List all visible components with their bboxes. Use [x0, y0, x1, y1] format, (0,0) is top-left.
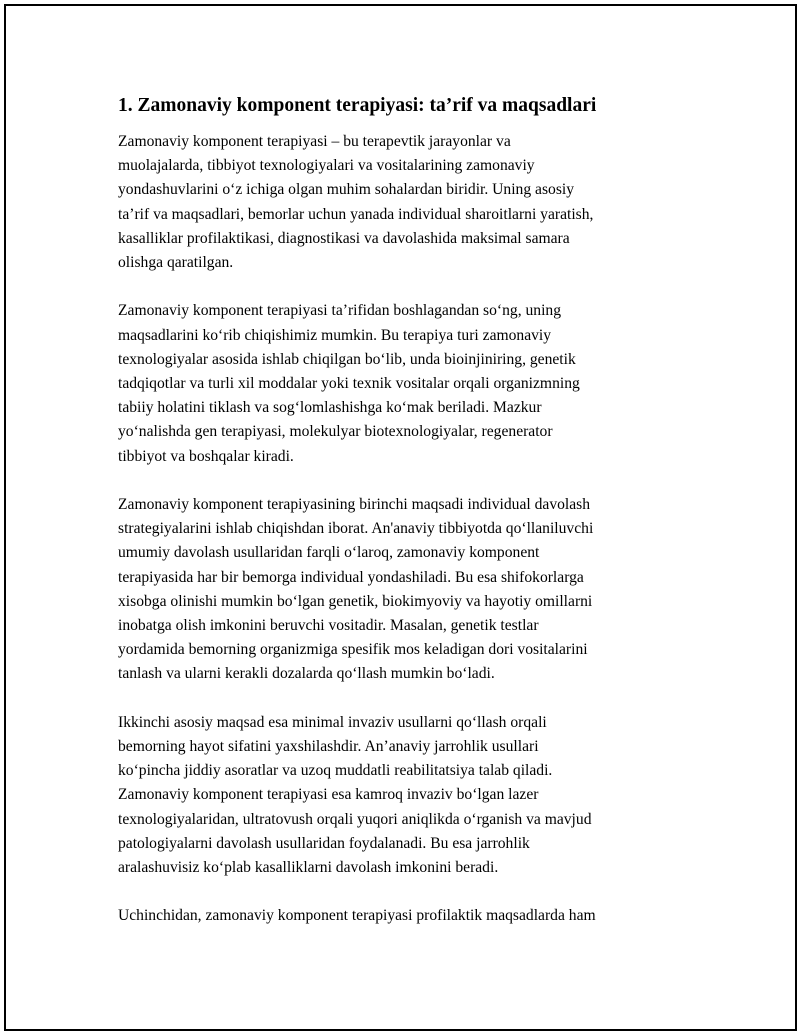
text-line: inobatga olish imkonini beruvchi vositadir. Masalan, genetik testlar	[118, 617, 539, 635]
text-line: bemorning hayot sifatini yaxshilashdir. An’anaviy jarrohlik usullari	[118, 738, 539, 756]
text-line: Zamonaviy komponent terapiyasi – bu terapevtik jarayonlar va	[118, 133, 511, 150]
text-line: xisobga olinishi mumkin boʻlgan genetik, biokimyoviy va hayotiy omillarni	[118, 592, 593, 610]
text-line: Zamonaviy komponent terapiyasi esa kamroq invaziv boʻlgan lazer	[118, 786, 539, 804]
paragraph-definition	[118, 130, 684, 275]
text-line: yoʻnalishda gen terapiyasi, molekulyar biotexnologiyalar, regenerator	[118, 423, 553, 441]
text-line: aralashuvisiz koʻplab kasalliklarni davolash imkonini beradi.	[118, 859, 499, 877]
text-line: kasalliklar profilaktikasi, diagnostikasi va davolashida maksimal samara	[118, 229, 570, 247]
text-line: texnologiyalar asosida ishlab chiqilgan boʻlib, unda bioinjiniring, genetik	[118, 350, 576, 368]
text-line: strategiyalarini ishlab chiqishdan iborat. An'anaviy tibbiyotda qoʻllaniluvchi	[118, 520, 594, 538]
text-line: ta’rif va maqsadlari, bemorlar uchun yanada individual sharoitlarni yaratish,	[118, 205, 594, 223]
text-line: Zamonaviy komponent terapiyasi ta’rifidan boshlagandan soʻng, uning	[118, 302, 562, 320]
text-line: texnologiyalaridan, ultratovush orqali yuqori aniqlikda oʻrganish va mavjud	[118, 810, 592, 828]
paragraph-overview	[118, 299, 684, 468]
text-line: koʻpincha jiddiy asoratlar va uzoq muddatli reabilitatsiya talab qiladi.	[118, 762, 553, 780]
text-line: olishga qaratilgan.	[118, 254, 234, 272]
text-line: patologiyalarni davolash usullaridan foydalanadi. Bu esa jarrohlik	[118, 834, 530, 852]
text-line: umumiy davolash usullaridan farqli oʻlaroq, zamonaviy komponent	[118, 544, 540, 562]
text-line: tadqiqotlar va turli xil moddalar yoki texnik vositalar orqali organizmning	[118, 375, 580, 393]
paragraph-first-goal	[118, 493, 684, 687]
document-body	[118, 94, 684, 953]
text-line: Ikkinchi asosiy maqsad esa minimal invaziv usullarni qoʻllash orqali	[118, 713, 547, 731]
text-line: tanlash va ularni kerakli dozalarda qoʻllash mumkin boʻladi.	[118, 665, 495, 683]
paragraph-second-goal	[118, 711, 684, 880]
paragraph-third-goal	[118, 904, 684, 928]
text-line: muolajalarda, tibbiyot texnologiyalari va vositalarining zamonaviy	[118, 157, 535, 175]
text-line: terapiyasida har bir bemorga individual yondashiladi. Bu esa shifokorlarga	[118, 568, 584, 586]
text-line: tabiiy holatini tiklash va sogʻlomlashishga koʻmak beriladi. Mazkur	[118, 399, 542, 417]
text-line: Uchinchidan, zamonaviy komponent terapiyasi profilaktik maqsadlarda ham	[118, 907, 596, 925]
text-line: yondashuvlarini oʻz ichiga olgan muhim sohalardan biridir. Uning asosiy	[118, 181, 575, 199]
text-line: tibbiyot va boshqalar kiradi.	[118, 447, 294, 465]
text-line: yordamida bemorning organizmiga spesifik mos keladigan dori vositalarini	[118, 641, 588, 659]
section-heading: 1. Zamonaviy komponent terapiyasi: ta’rif va maqsadlari	[118, 95, 597, 116]
text-line: maqsadlarini koʻrib chiqishimiz mumkin. Bu terapiya turi zamonaviy	[118, 326, 552, 344]
text-line: Zamonaviy komponent terapiyasining birinchi maqsadi individual davolash	[118, 496, 591, 514]
